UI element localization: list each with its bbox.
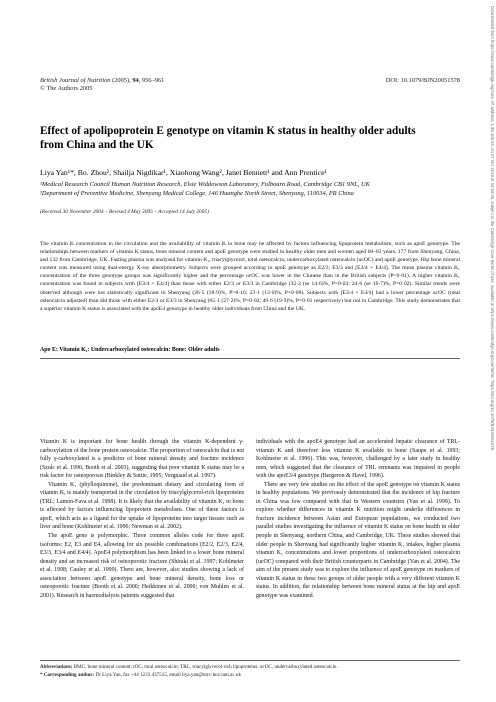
body-column-left [40, 438, 244, 600]
affiliations [40, 180, 460, 198]
copyright: © The Authors 2005 [40, 85, 93, 93]
abbreviations-text: BMC, bone mineral content; tOC, total osteocalcin; TRL, triacylglycerol-rich lipoproteins; ucOC, undercarboxylated osteocalcin. [72, 664, 338, 670]
affiliation-2: ²Department of Preventive Medicine, Shenyang Medical College, 146 Huanghe North Street, Shenyang, 110034, PR China [40, 190, 354, 197]
journal-header [40, 77, 460, 93]
body-paragraph: There are very few studies on the effect of the apoE genotype on vitamin K status in healthy populations. We previously demonstrated that the incidence of hip fracture in China was low compared with that in Western countries (Yan et al. 1999). To explore whether differences in vitamin K nutrition might underlie differences in fracture incidence between Asian and European populations, we conducted two parallel studies investigating the influence of vitamin K status on bone health in older people in Shenyang, northern China, and Cambridge, UK. These studies showed that older people in Shenyang had significantly higher vitamin K₁ intakes, higher plasma vitamin K₁ concentrations and lower proportions of undercarboxylated osteocalcin (ucOC) compared with their British counterparts in Cambridge (Yan et al. 2004). The aim of the present study was to explore the influence of apoE genotype on markers of vitamin K status in these two groups of older people with a very different vitamin K status. In addition, the relationship between bone mineral status at the hip and apoE genotype was examined. [256, 481, 460, 599]
body-paragraph: Vitamin K is important for bone health through the vitamin K-dependent γ-carboxylation of the bone protein osteocalcin. The proportion of osteocalcin that is not fully γ-carboxylated is a predictor of bone mineral density and fracture incidence (Szulc et al. 1996; Booth et al. 2003), suggesting that poor vitamin K status may be a risk factor for osteoporosis (Binkley & Suttie, 1995; Vergnaud et al. 1997). [40, 439, 244, 480]
article-title: Effect of apolipoprotein E genotype on vitamin K status in healthy older adults from China and the UK [40, 125, 416, 151]
section-divider [40, 358, 460, 359]
doi: DOI: 10.1079/BJN20051578 [385, 77, 460, 84]
footnotes [40, 664, 460, 679]
affiliation-1: ¹Medical Research Council Human Nutrition Research, Elsie Widdowson Laboratory, Fulbourn Road, Cambridge CB1 9NL, UK [40, 181, 370, 188]
author-list: Liya Yan¹*, Bo. Zhou², Shailja Nigdikar¹, Xiaohong Wang², Janet Bennett¹ and Ann Prentice¹ [40, 168, 327, 177]
received-dates: (Received 30 November 2004 – Revised 4 May 2005 – Accepted 14 July 2005) [40, 209, 209, 215]
body-paragraph: The apoE gene is polymorphic. Three common alleles code for three apoE isoforms: E2, E3 and E4, allowing for six possible combinations (E2/2, E2/3, E2/4, E3/3, E3/4 and E4/4). ApoE4 polymorphism has been linked to a lower bone mineral density and an increased risk of osteoporotic fracture (Shiraki et al. 1997; Kohlmeier et al. 1998; Cauley et al. 1999). There are, however, also studies showing a lack of association between apoE genotype and bone mineral density, bone loss or osteoporotic fracture (Booth et al. 2000; Heikkinen et al. 2000; von Muhlen et al. 2001). Research in haemodialysis patients suggested that [40, 533, 244, 599]
body-paragraph: Vitamin K₁ (phylloquinone), the predominant dietary and circulating form of vitamin K, is mainly transported in the circulation by triacylglycerol-rich lipoproteins (TRL; Lamon-Fava et al. 1998). It is likely that the availability of vitamin K₁ to bone is affected by factors influencing lipoprotein metabolism. One of these factors is apoE, which acts as a ligand for the uptake of lipoproteins into target tissues such as liver and bone (Kohlmeier et al. 1996; Newman et al. 2002). [40, 481, 244, 531]
abbreviations-note [40, 664, 460, 672]
journal-name: British Journal of Nutrition [40, 77, 111, 84]
corresponding-author-note [40, 672, 460, 680]
journal-year: (2005), [110, 77, 133, 84]
body-paragraph: individuals with the apoE4 genotype had an accelerated hepatic clearance of TRL-vitamin K and therefore less vitamin K available to bone (Saupe et al. 1993; Kohlmeier et al. 1996). This was, however, challenged by a later study in healthy men, which suggested that the clearance of TRL remnants was impaired in people with the apoE3/4 genotype (Bergeron & Havel, 1996). [256, 439, 460, 480]
corresponding-author-text: Dr Liya Yan, fax +44 1223 437515, email liya.yan@mrc-hnr.cam.ac.uk [94, 671, 242, 678]
keywords: Apo E: Vitamin K₁: Undercarboxylated osteocalcin: Bone: Older adults [40, 347, 220, 353]
body-column-right [256, 438, 460, 600]
journal-volume: 94 [132, 77, 139, 84]
abstract: The vitamin K concentration in the circulation and the availability of vitamin K to bone may be affected by factors influencing lipoprotein metabolism, such as apoE genotype. The relationships between markers of vitamin K status, bone mineral content and apoE genotype were studied in healthy older men and women aged 60–83 years, 177 from Shenyang, China, and 132 from Cambridge, UK. Fasting plasma was analysed for vitamin K₁, triacylglycerol, total osteocalcin, undercarboxylated osteocalcin (ucOC) and apoE genotype. Hip bone mineral content was measured using dual-energy X-ray absorptiometry. Subjects were grouped according to apoE genotype as E2/3, E3/3 and [E3/4 + E4/4]. The mean plasma vitamin K₁ concentration of the three genotype groups was significantly higher and the percentage ucOC was lower in the Chinese than in the British subjects (P<0·01). A higher vitamin K₁ concentration was found in subjects with [E3/4 + E4/4] than those with either E2/3 or E3/3 in Cambridge (32·2 (se 14·6)%, P=0·03; 24·6 (se 10·7)%, P=0·02). Similar trends were observed although were not statistically significant in Shenyang (26·5 (18·9)%, P=0·16; 23·1 (13·0)%, P=0·08). Subjects with [E3/4 + E4/4] had a lower percentage ucOC (total osteocalcin adjusted) than did those with either E2/3 or E3/3 in Shenyang (65·1 (27·2)%, P=0·02; 49·6 (19·9)%, P=0·01 respectively) but not in Cambridge. This study demonstrates that a superior vitamin K status is associated with the apoE4 genotype in healthy older individuals from China and the UK. [40, 241, 460, 312]
corresponding-author-label: * Corresponding author: [40, 671, 95, 678]
abbreviations-label: Abbreviations: [40, 664, 73, 670]
journal-pages: , 956–961 [138, 77, 165, 84]
footnote-divider [40, 660, 460, 661]
download-watermark: Downloaded from https://www.cambridge.org/core. IP address: 1.96.108.52, on 27 Oct 2019 at 04:04:08, subject to the Cambridge Core terms of use, available at https://www.cambridge.org/core/terms. https://doi.org/10.1079/BJN20051578 [490, 6, 495, 451]
